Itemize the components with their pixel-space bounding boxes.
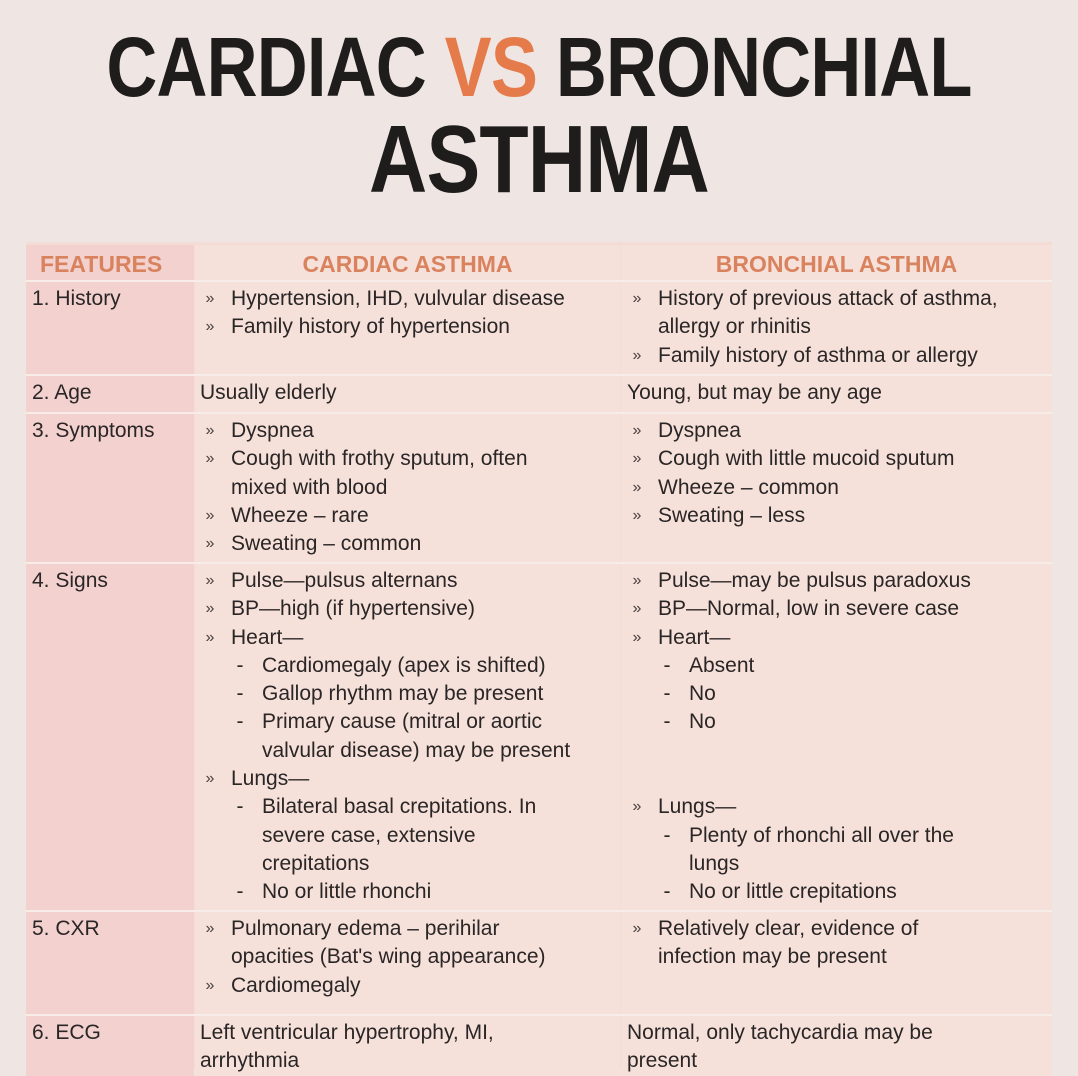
bullet-item (200, 285, 616, 313)
dash-bullet-icon: - (236, 795, 244, 819)
item-text: No (689, 710, 716, 734)
bullet-item (200, 765, 616, 793)
guillemet-bullet-icon: » (632, 290, 642, 307)
header-features: FEATURES (26, 245, 194, 280)
text-line (200, 943, 616, 971)
dash-bullet-icon: - (236, 710, 244, 734)
item-text: Hypertension, IHD, vulvular disease (231, 287, 565, 310)
item-text: Young, but may be any age (627, 381, 882, 404)
bullet-item (627, 342, 1048, 370)
guillemet-bullet-icon: » (205, 318, 215, 336)
item-text: severe case, extensive (262, 823, 476, 847)
item-text: Cough with little mucoid sputum (658, 447, 955, 471)
table-header-row (26, 242, 1052, 280)
text-line (200, 1019, 616, 1047)
text-line (627, 379, 1048, 407)
table-row (26, 414, 1052, 562)
guillemet-bullet-icon: » (205, 600, 215, 618)
text-line (200, 822, 616, 850)
table-row (26, 912, 1052, 1014)
item-text: Pulse—pulsus alternans (231, 569, 458, 592)
cardiac-cell (195, 282, 620, 374)
item-text: Plenty of rhonchi all over the (689, 823, 954, 847)
sub-bullet-item (200, 680, 616, 708)
bullet-item (200, 915, 616, 943)
item-text: present (627, 1049, 698, 1073)
item-text: No (689, 682, 716, 706)
bullet-item (627, 624, 1048, 652)
item-text: Heart— (231, 625, 304, 649)
bullet-item (200, 972, 616, 1000)
sub-bullet-item (200, 878, 616, 906)
text-line (627, 850, 1048, 878)
comparison-table (26, 242, 1052, 1073)
text-line (627, 1019, 1048, 1047)
guillemet-bullet-icon: » (205, 422, 215, 439)
item-text: arrhythmia (200, 1049, 300, 1073)
title-bronchial: BRONCHIAL (555, 20, 972, 114)
page-title (86, 22, 992, 112)
cardiac-cell (195, 912, 620, 1014)
text-line (200, 379, 616, 407)
dash-bullet-icon: - (236, 880, 244, 904)
bullet-item (627, 445, 1048, 473)
bullet-item (200, 313, 616, 341)
item-text: Primary cause (mitral or aortic (262, 710, 543, 734)
bullet-item (200, 417, 616, 445)
item-text: Heart— (658, 625, 731, 649)
bronchial-cell (621, 564, 1052, 910)
sub-bullet-item (200, 793, 616, 821)
item-text: Pulse—may be pulsus paradoxus (658, 569, 971, 592)
bullet-item (200, 445, 616, 473)
title-cardiac: CARDIAC (106, 20, 426, 114)
item-text: BP—high (if hypertensive) (231, 597, 475, 621)
item-text: Pulmonary edema – perihilar (231, 917, 500, 940)
bronchial-cell (621, 414, 1052, 562)
item-text: Relatively clear, evidence of (658, 917, 919, 940)
bullet-item (627, 285, 1048, 313)
feature-cell: 2. Age (26, 376, 194, 412)
cardiac-cell (195, 564, 620, 910)
item-text: Lungs— (231, 767, 310, 791)
guillemet-bullet-icon: » (632, 628, 642, 646)
bullet-item (200, 567, 616, 595)
item-text: Cardiomegaly (apex is shifted) (262, 653, 546, 677)
sub-bullet-item (627, 822, 1048, 850)
text-line (627, 737, 1048, 765)
item-text: Normal, only tachycardia may be (627, 1021, 933, 1044)
feature-cell: 3. Symptoms (26, 414, 194, 562)
table-row (26, 376, 1052, 412)
text-line (627, 313, 1048, 341)
page-subtitle: ASTHMA (369, 106, 709, 213)
bronchial-cell (621, 1016, 1052, 1076)
item-text: Sweating – less (658, 503, 806, 527)
item-text: Bilateral basal crepitations. In (262, 795, 537, 819)
text-line (627, 765, 1048, 793)
item-text: Family history of hypertension (231, 315, 510, 339)
guillemet-bullet-icon: » (632, 450, 642, 468)
sub-bullet-item (200, 708, 616, 736)
guillemet-bullet-icon: » (205, 290, 215, 307)
bullet-item (627, 595, 1048, 623)
item-text: Cough with frothy sputum, often (231, 447, 528, 471)
text-line (200, 737, 616, 765)
sub-bullet-item (627, 708, 1048, 736)
item-text: Wheeze – rare (231, 503, 369, 527)
guillemet-bullet-icon: » (632, 572, 642, 589)
cardiac-cell (195, 1016, 620, 1076)
item-text: Family history of asthma or allergy (658, 343, 978, 367)
header-bronchial-asthma: BRONCHIAL ASTHMA (621, 245, 1052, 280)
guillemet-bullet-icon: » (632, 346, 642, 364)
dash-bullet-icon: - (236, 653, 244, 677)
feature-cell: 5. CXR (26, 912, 194, 1014)
text-line (200, 474, 616, 502)
bronchial-cell (621, 376, 1052, 412)
table-row (26, 564, 1052, 910)
sub-bullet-item (627, 680, 1048, 708)
bullet-item (627, 915, 1048, 943)
feature-cell: 6. ECG (26, 1016, 194, 1076)
item-text: valvular disease) may be present (262, 738, 571, 762)
guillemet-bullet-icon: » (632, 798, 642, 816)
bullet-item (627, 793, 1048, 821)
guillemet-bullet-icon: » (205, 535, 215, 553)
text-line (627, 943, 1048, 971)
guillemet-bullet-icon: » (632, 422, 642, 439)
item-text: No or little rhonchi (262, 880, 432, 904)
dash-bullet-icon: - (663, 710, 671, 734)
guillemet-bullet-icon: » (205, 976, 215, 994)
guillemet-bullet-icon: » (205, 920, 215, 937)
sub-bullet-item (200, 652, 616, 680)
guillemet-bullet-icon: » (205, 572, 215, 589)
item-text: infection may be present (658, 945, 887, 969)
sub-bullet-item (627, 878, 1048, 906)
item-text: allergy or rhinitis (658, 315, 811, 339)
item-text: Left ventricular hypertrophy, MI, (200, 1021, 494, 1044)
item-text: mixed with blood (231, 475, 388, 499)
title-vs: VS (444, 20, 538, 114)
guillemet-bullet-icon: » (205, 770, 215, 788)
bronchial-cell (621, 282, 1052, 374)
item-text: Dyspnea (658, 419, 741, 442)
guillemet-bullet-icon: » (632, 920, 642, 937)
bullet-item (627, 474, 1048, 502)
item-text: No or little crepitations (689, 880, 897, 904)
guillemet-bullet-icon: » (205, 506, 215, 524)
dash-bullet-icon: - (236, 682, 244, 706)
sub-bullet-item (627, 652, 1048, 680)
text-line (627, 1047, 1048, 1075)
bullet-item (627, 502, 1048, 530)
bullet-item (200, 595, 616, 623)
dash-bullet-icon: - (663, 682, 671, 706)
item-text: Usually elderly (200, 381, 337, 404)
dash-bullet-icon: - (663, 880, 671, 904)
item-text: Wheeze – common (658, 475, 839, 499)
header-cardiac-asthma: CARDIAC ASTHMA (195, 245, 620, 280)
item-text: Lungs— (658, 795, 737, 819)
item-text: Cardiomegaly (231, 973, 361, 997)
item-text: lungs (689, 851, 740, 875)
item-text: Dyspnea (231, 419, 314, 442)
guillemet-bullet-icon: » (632, 506, 642, 524)
guillemet-bullet-icon: » (205, 450, 215, 468)
bullet-item (200, 530, 616, 558)
bullet-item (627, 567, 1048, 595)
item-text: crepitations (262, 851, 370, 875)
guillemet-bullet-icon: » (632, 478, 642, 496)
text-line (200, 1047, 616, 1075)
item-text: History of previous attack of asthma, (658, 287, 998, 310)
bullet-item (200, 624, 616, 652)
item-text: Sweating – common (231, 532, 422, 556)
text-line (200, 850, 616, 878)
cardiac-cell (195, 376, 620, 412)
feature-cell: 1. History (26, 282, 194, 374)
cardiac-cell (195, 414, 620, 562)
guillemet-bullet-icon: » (205, 628, 215, 646)
table-row (26, 282, 1052, 374)
item-text: opacities (Bat's wing appearance) (231, 945, 546, 969)
dash-bullet-icon: - (663, 823, 671, 847)
item-text: BP—Normal, low in severe case (658, 597, 960, 621)
bullet-item (200, 502, 616, 530)
dash-bullet-icon: - (663, 653, 671, 677)
guillemet-bullet-icon: » (632, 600, 642, 618)
item-text: Gallop rhythm may be present (262, 682, 544, 706)
feature-cell: 4. Signs (26, 564, 194, 910)
item-text: Absent (689, 653, 755, 677)
bullet-item (627, 417, 1048, 445)
bronchial-cell (621, 912, 1052, 1014)
table-row (26, 1016, 1052, 1076)
